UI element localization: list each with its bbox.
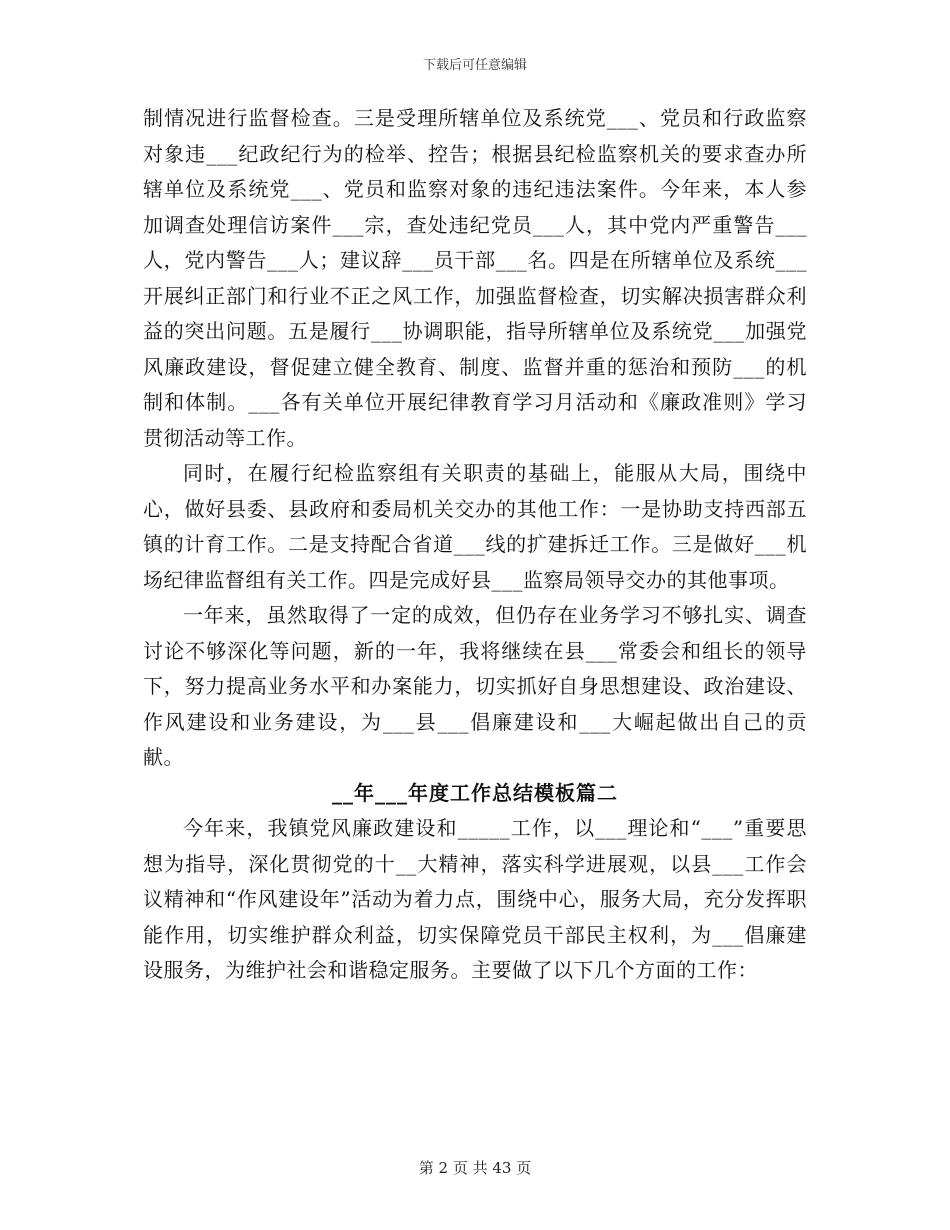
page-number: 第 2 页 共 43 页 bbox=[418, 1159, 532, 1177]
header-note: 下载后可任意编辑 bbox=[422, 58, 527, 73]
document-body bbox=[143, 101, 807, 989]
body-paragraph-2: 同时，在履行纪检监察组有关职责的基础上，能服从大局，围绕中心，做好县委、县政府和委局机关交办的其他工作：一是协助支持西部五镇的计育工作。二是支持配合省道___线的扩建拆迁工作。三是做好___机场纪律监督组有关工作。四是完成好县___监察局领导交办的其他事项。 bbox=[143, 461, 807, 592]
section-paragraph: 今年来，我镇党风廉政建设和_____工作，以___理论和“___”重要思想为指导，深化贯彻党的十__大精神，落实科学进展观，以县___工作会议精神和“作风建设年”活动为着力点，围绕中心，服务大局，充分发挥职能作用，切实维护群众利益，切实保障党员干部民主权利，为___倡廉建设服务，为维护社会和谐稳定服务。主要做了以下几个方面的工作： bbox=[143, 816, 807, 982]
section-title: __年___年度工作总结模板篇二 bbox=[332, 780, 618, 805]
body-paragraph-1: 制情况进行监督检查。三是受理所辖单位及系统党___、党员和行政监察对象违___纪政纪行为的检举、控告；根据县纪检监察机关的要求查办所辖单位及系统党___、党员和监察对象的违纪违法案件。今年来，本人参加调查处理信访案件___宗，查处违纪党员___人，其中党内严重警告___人，党内警告___人；建议辞___员干部___名。四是在所辖单位及系统___开展纠正部门和行业不正之风工作，加强监督检查，切实解决损害群众利益的突出问题。五是履行___协调职能，指导所辖单位及系统党___加强党风廉政建设，督促建立健全教育、制度、监督并重的惩治和预防___的机制和体制。___各有关单位开展纪律教育学习月活动和《廉政准则》学习贯彻活动等工作。 bbox=[143, 106, 807, 450]
body-paragraph-3: 一年来，虽然取得了一定的成效，但仍存在业务学习不够扎实、调查讨论不够深化等问题，新的一年，我将继续在县___常委会和组长的领导下，努力提高业务水平和办案能力，切实抓好自身思想建设、政治建设、作风建设和业务建设，为___县___倡廉建设和___大崛起做出自己的贡献。 bbox=[143, 603, 807, 769]
